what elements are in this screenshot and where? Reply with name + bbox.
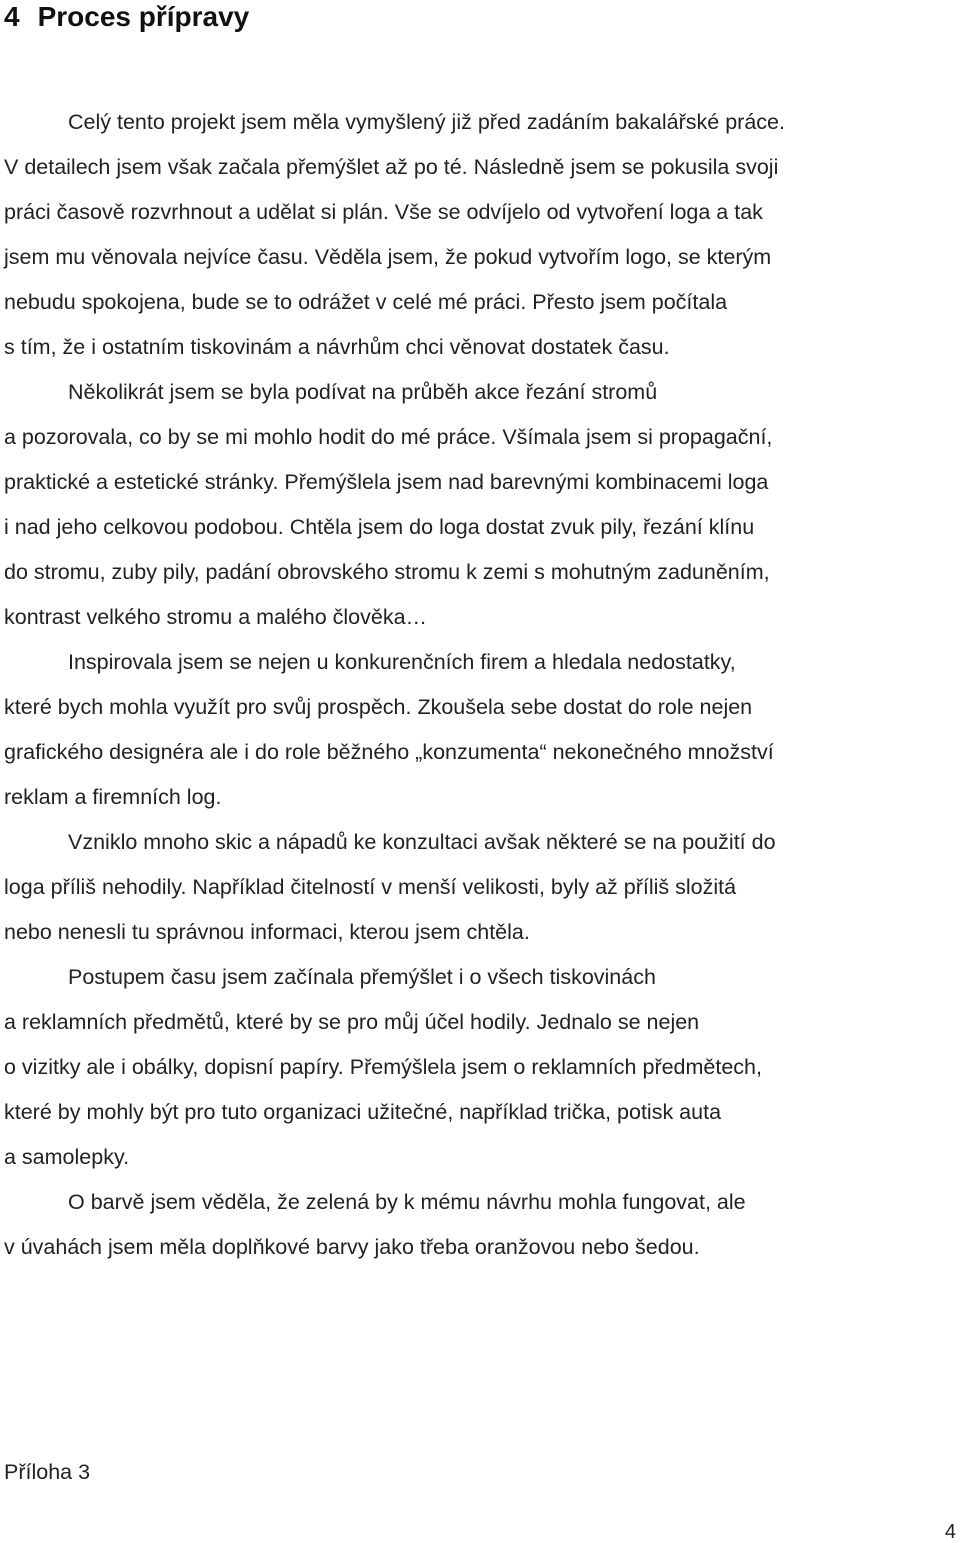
text-line: práci časově rozvrhnout a udělat si plán. Vše se odvíjelo od vytvoření loga a tak [4,200,763,224]
text-line: do stromu, zuby pily, padání obrovského stromu k zemi s mohutným zaduněním, [4,560,770,584]
text-line: nebudu spokojena, bude se to odrážet v celé mé práci. Přesto jsem počítala [4,290,728,314]
paragraph [4,370,944,640]
text-line: O barvě jsem věděla, že zelená by k mému návrhu mohla fungovat, ale [68,1190,746,1214]
paragraph [4,1180,944,1270]
text-line: o vizitky ale i obálky, dopisní papíry. Přemýšlela jsem o reklamních předmětech, [4,1055,762,1079]
page-number: 4 [944,1521,956,1543]
paragraph [4,955,944,1180]
text-line: Celý tento projekt jsem měla vymyšlený již před zadáním bakalářské práce. [68,110,785,134]
text-line: které bych mohla využít pro svůj prospěch. Zkoušela sebe dostat do role nejen [4,695,753,719]
text-line: Postupem času jsem začínala přemýšlet i o všech tiskovinách [68,965,656,989]
text-line: Vzniklo mnoho skic a nápadů ke konzultaci avšak některé se na použití do [68,830,776,854]
text-line: které by mohly být pro tuto organizaci užitečné, například trička, potisk auta [4,1100,722,1124]
text-line: i nad jeho celkovou podobou. Chtěla jsem do loga dostat zvuk pily, řezání klínu [4,515,755,539]
text-line: loga příliš nehodily. Například čitelností v menší velikosti, byly až příliš složitá [4,875,737,899]
text-line: kontrast velkého stromu a malého člověka… [4,605,428,629]
paragraph [4,820,944,955]
text-line: Několikrát jsem se byla podívat na průběh akce řezání stromů [68,380,658,404]
annex-label: Příloha 3 [4,1460,91,1484]
text-line: nebo nenesli tu správnou informaci, kterou jsem chtěla. [4,920,530,944]
section-number: 4 [4,1,20,32]
text-line: grafického designéra ale i do role běžného „konzumenta“ nekonečného množství [4,740,774,764]
text-line: a pozorovala, co by se mi mohlo hodit do mé práce. Všímala jsem si propagační, [4,425,773,449]
text-line: reklam a firemních log. [4,785,222,809]
paragraph [4,100,944,370]
text-line: a samolepky. [4,1145,130,1169]
section-heading [4,0,249,34]
text-line: Inspirovala jsem se nejen u konkurenčních firem a hledala nedostatky, [68,650,736,674]
text-line: V detailech jsem však začala přemýšlet až po té. Následně jsem se pokusila svoji [4,155,779,179]
text-line: a reklamních předmětů, které by se pro můj účel hodily. Jednalo se nejen [4,1010,700,1034]
text-line: v úvahách jsem měla doplňkové barvy jako třeba oranžovou nebo šedou. [4,1235,700,1259]
text-line: praktické a estetické stránky. Přemýšlela jsem nad barevnými kombinacemi loga [4,470,769,494]
paragraph [4,640,944,820]
text-line: s tím, že i ostatním tiskovinám a návrhům chci věnovat dostatek času. [4,335,670,359]
text-line: jsem mu věnovala nejvíce času. Věděla jsem, že pokud vytvořím logo, se kterým [4,245,772,269]
section-title: Proces přípravy [37,1,250,32]
body-text [4,100,944,1270]
